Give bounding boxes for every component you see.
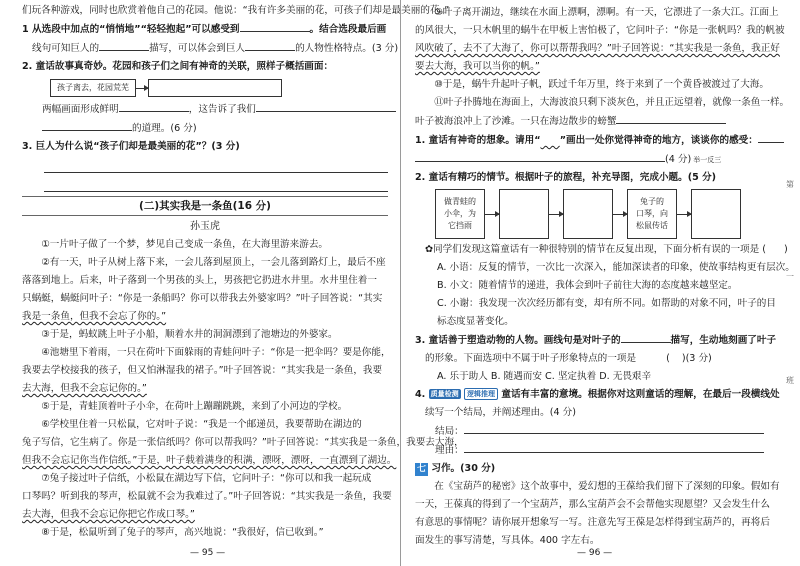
answer-line[interactable] [44,156,388,173]
paragraph: 去大海，但我不会忘记你的。” [22,383,147,394]
essay-text: 一天，王葆真的得到了一个宝葫芦，那么宝葫芦会不会帮他实现愿望？又会发生什么 [415,499,770,510]
question-2-cont2: 的道理。(6 分) [22,119,388,138]
summary-box-1: 孩子离去，花园荒芜 [50,79,136,97]
paragraph: 我是一条鱼，但我不会忘了你的。” [22,311,167,322]
question-1: 1 从选段中加点的“悄悄地”“轻轻抱起”可以感受到 。结合选段最后画 [22,20,388,39]
paragraph: 去大海，但我不会忘记你把它作成口琴。” [22,509,195,520]
side-mark: 一 [786,272,794,281]
badge: 逻辑推理 [464,388,498,400]
paragraph: 只蜗蜓，蜗蜓问叶子：“你是一条船吗？你可以带我去外婆家吗？”叶子回答说：“其实 [22,293,383,304]
paragraph: ⑥学校里住着一只松鼠，它对叶子说：“我是一个邮递员，我要帮助在湖边的 [41,419,362,430]
paragraph: 落落到地上。后来，叶子落到一个男孩的头上，男孩把它扔进水井里。水井里住着一 [22,275,377,286]
flow-box-blank[interactable] [499,189,549,239]
question-4: 4. 质量检测 逻辑推理 童话有丰富的意境。根据你对这则童话的理解，在最后一段横线处 [415,389,780,400]
paragraph: 我要去学校接我的孩子，但又怕淋湿我的裙子。”叶子回答说：“其实我是一条鱼，我要 [22,365,383,376]
question-4-cont: 续写一个结局，并阐述理由。(4 分) [425,407,576,418]
paragraph: ④池塘里下着雨，一只在荷叶下面躲雨的青蛙问叶子：“你是一把伞吗？要是你能， [41,347,391,358]
flow-box: 做青蛙的 小伞，为 它挡雨 [435,189,485,239]
paragraph: ②有一天，叶子从树上落下来，一会儿落到屋顶上，一会儿落到路灯上，最后不座 [41,257,386,268]
paragraph: 叶子被海浪冲上了沙滩。一只在海边散步的螃蟹 [415,112,776,131]
paragraph: ⑨叶子离开湖边，继续在水面上漂啊，漂啊。有一天，它漂进了一条大江。江面上 [434,7,779,18]
paragraph: 的风很大，一只木帆里的蜗牛在甲板上害怕极了，它问叶子：“你是一张帆吗？我的帆被 [415,25,785,36]
arrow-icon [677,214,691,215]
question-3-cont: 的形象。下面选项中不属于叶子形象特点的一项是 ( )(3 分) [425,353,712,364]
question-1: 1. 童话有神奇的想象。请用“ ”画出一处你觉得神奇的地方，谈谈你的感受： [415,131,776,150]
badge: 质量检测 [430,390,459,398]
author: 孙玉虎 [190,221,220,232]
paragraph: ⑪叶子扑腾地在海面上，大海波浪只剩下淡灰色，并且正远望着，就像一条鱼一样。 [434,97,790,108]
right-page [400,0,800,566]
paragraph: ⑧于是，松鼠听到了兔子的琴声，高兴地说：“我很好，信已收到。” [41,527,324,538]
question-3-options: A. 乐于助人 B. 随遇而安 C. 坚定执着 D. 无畏艰辛 [437,371,652,382]
tag-badge: 举一反三 [693,156,722,164]
flow-box-blank[interactable] [691,189,741,239]
question-2-cont: 两幅画面形成鲜明 ，这告诉了我们 [22,100,388,119]
paragraph: 口琴吗？听到我的琴声，松鼠就不会为我难过了。”叶子回答说：“其实我是一条鱼，我要 [22,491,392,502]
summary-chain [50,79,388,97]
story-flow-chart [435,189,776,239]
section-number: 七 [417,464,427,474]
option: B. 小文：随着情节的递进，我体会到叶子前往大海的态度越来越坚定。 [437,280,738,291]
paragraph: 要去大海，我可以当你的帆。” [415,61,540,72]
question-2-sub: ✿同学们发现这篇童话有一种很特别的情节在反复出现，下面分析有误的一项是 ( ) [425,244,788,255]
section-title: (二)其实我是一条鱼(16 分) [22,196,388,216]
side-mark: 第 [786,180,794,189]
reason-field: 理由： [415,441,776,460]
arrow-icon [613,214,627,215]
paragraph: ③于是，蚂蚁跳上叶子小船，顺着水井的洞洞漂到了池塘边的外婆家。 [41,329,338,340]
question-1-answer: (4 分) 举一反三 [415,150,776,169]
ending-field: 结局： [415,422,776,441]
side-mark: 班 [786,376,794,385]
paragraph: 风吹破了，去不了大海了，你可以帮帮我吗？”叶子回答说：“其实我是一条鱼，我正好 [415,43,780,54]
paragraph: 兔子写信，它生病了。你是一张信纸吗？你可以帮我吗？”叶子回答说：“其实我是一条鱼，我要去大海， [22,437,464,448]
paragraph: ①一片叶子做了一个梦，梦见自己变成一条鱼，在大海里游来游去。 [41,239,329,250]
flow-box-blank[interactable] [563,189,613,239]
question-3: 3. 童话善于塑造动物的人物。画线句是对叶子的 描写，生动地刻画了叶子 [415,331,776,350]
paragraph: ⑤于是，青蛙顶着叶子小伞，在荷叶上蹦蹦跳跳，来到了小河边的学校。 [41,401,348,412]
essay-text: 面发生的事写清楚，写具体。400 字左右。 [415,535,600,546]
paragraph: ⑩于是，蜗牛升起叶子帆，跃过千年万里，终于来到了一个黄昏被渡过了大海。 [434,79,769,90]
paragraph: 但我不会忘记你当作信纸。”于是，叶子载着满身的积满，漂呀，漂呀，一直漂到了湖边。 [22,455,397,466]
essay-text: 有意思的事情呢？请你展开想象写一写。注意先写王葆是怎样得到宝葫芦的，再将后 [415,517,770,528]
page-number: — 96 — [577,548,613,558]
answer-line[interactable] [44,175,388,192]
paragraph: ⑦兔子接过叶子信纸，小松鼠在湖边写下信，它问叶子：“你可以和我一起玩成 [41,473,372,484]
question-2: 2. 童话有精巧的情节。根据叶子的旅程，补充导图，完成小题。(5 分) [415,172,717,183]
section-7-title: 七 习作。(30 分) [417,463,496,474]
arrow-icon [549,214,563,215]
option: A. 小语：反复的情节，一次比一次深入，能加深读者的印象，使故事结构更有层次。 [437,262,795,273]
arrow-icon [136,88,148,89]
question-2: 2. 童话故事真奇妙。花园和孩子们之间有神奇的关联，照样子概括画面： [22,61,334,72]
option: 标态度显著变化。 [437,316,514,327]
summary-box-2[interactable] [148,79,282,97]
arrow-icon [485,214,499,215]
question-3: 3. 巨人为什么说“孩子们却是最美丽的花”？(3 分) [22,141,240,152]
option: C. 小谢：我发现一次次经历都有变，却有所不同。如帮助的对象不同，叶子的目 [437,298,776,309]
page-number: — 95 — [190,548,226,558]
flow-box: 兔子的 口琴，向 松鼠传话 [627,189,677,239]
essay-text: 在《宝葫芦的秘密》这个故事中，爱幻想的王葆给我们留下了深刻的印象。假如有 [434,481,780,492]
question-1-cont: 线句可知巨人的 描写，可以体会到巨人 的人物性格特点。(3 分) [22,39,388,58]
text-line: 们玩各种游戏，同时也欣赏着他自己的花园。他说：“我有许多美丽的花，可孩子们却是最美丽的花。” [22,5,450,16]
